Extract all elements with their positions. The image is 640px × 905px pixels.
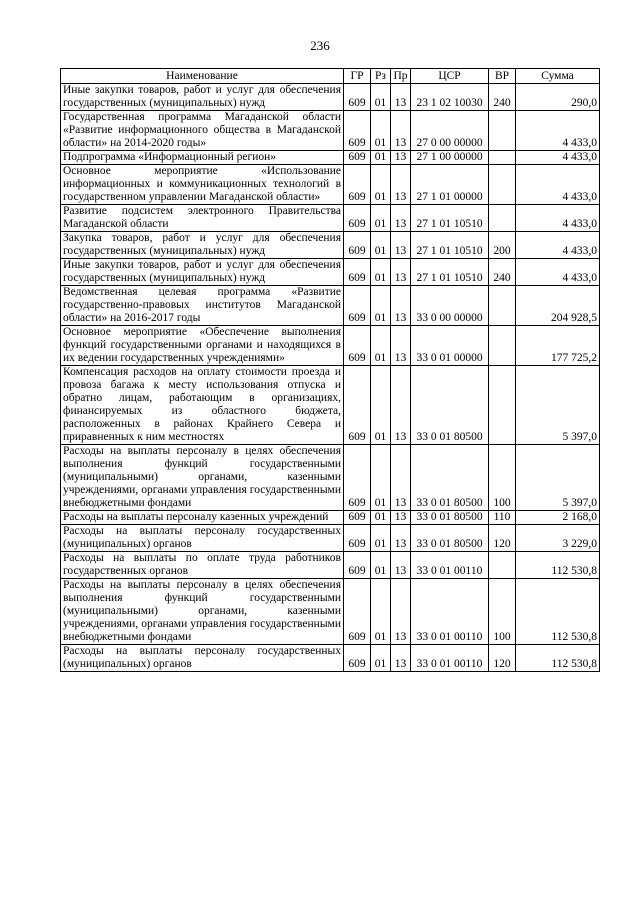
table-row — [61, 511, 600, 525]
table-row — [61, 525, 600, 552]
cell-gr: 609 — [344, 84, 371, 111]
cell-pr: 13 — [391, 326, 411, 366]
cell-sum: 2 168,0 — [516, 511, 600, 525]
cell-sum: 5 397,0 — [516, 445, 600, 511]
cell-pr: 13 — [391, 445, 411, 511]
cell-name: Расходы на выплаты персоналу в целях обеспечения выполнения функций государственными (муниципальными) органами, казенными учреждениями, органами управления государственными внебюджетными фондами — [61, 579, 344, 645]
cell-vr: 110 — [489, 511, 516, 525]
cell-name: Расходы на выплаты персоналу государственных (муниципальных) органов — [61, 645, 344, 672]
cell-csr: 33 0 01 80500 — [411, 366, 489, 445]
cell-csr: 33 0 01 80500 — [411, 525, 489, 552]
table-row — [61, 151, 600, 165]
cell-rz: 01 — [371, 645, 391, 672]
header-sum: Сумма — [516, 69, 600, 84]
cell-gr: 609 — [344, 286, 371, 326]
cell-pr: 13 — [391, 205, 411, 232]
cell-gr: 609 — [344, 326, 371, 366]
cell-vr: 100 — [489, 445, 516, 511]
cell-csr: 33 0 01 80500 — [411, 511, 489, 525]
cell-rz: 01 — [371, 579, 391, 645]
cell-gr: 609 — [344, 645, 371, 672]
cell-gr: 609 — [344, 525, 371, 552]
cell-rz: 01 — [371, 445, 391, 511]
cell-vr: 240 — [489, 84, 516, 111]
cell-pr: 13 — [391, 645, 411, 672]
table-header-row — [61, 69, 600, 84]
cell-rz: 01 — [371, 232, 391, 259]
cell-name: Расходы на выплаты персоналу государственных (муниципальных) органов — [61, 525, 344, 552]
cell-rz: 01 — [371, 366, 391, 445]
cell-sum: 4 433,0 — [516, 232, 600, 259]
table-row — [61, 205, 600, 232]
cell-sum: 290,0 — [516, 84, 600, 111]
table-row — [61, 579, 600, 645]
cell-csr: 27 1 01 10510 — [411, 232, 489, 259]
cell-sum: 4 433,0 — [516, 259, 600, 286]
cell-csr: 27 1 00 00000 — [411, 151, 489, 165]
table-row — [61, 445, 600, 511]
cell-csr: 33 0 01 00110 — [411, 552, 489, 579]
cell-gr: 609 — [344, 259, 371, 286]
cell-csr: 23 1 02 10030 — [411, 84, 489, 111]
cell-vr: 240 — [489, 259, 516, 286]
table-row — [61, 111, 600, 151]
cell-name: Закупка товаров, работ и услуг для обеспечения государственных (муниципальных) нужд — [61, 232, 344, 259]
cell-gr: 609 — [344, 205, 371, 232]
table-row — [61, 286, 600, 326]
cell-csr: 27 1 01 10510 — [411, 205, 489, 232]
header-pr: Пр — [391, 69, 411, 84]
cell-pr: 13 — [391, 84, 411, 111]
cell-csr: 33 0 01 00000 — [411, 326, 489, 366]
cell-rz: 01 — [371, 552, 391, 579]
cell-name: Развитие подсистем электронного Правительства Магаданской области — [61, 205, 344, 232]
table-row — [61, 259, 600, 286]
cell-rz: 01 — [371, 151, 391, 165]
cell-vr — [489, 326, 516, 366]
cell-sum: 112 530,8 — [516, 552, 600, 579]
cell-sum: 3 229,0 — [516, 525, 600, 552]
cell-name: Иные закупки товаров, работ и услуг для обеспечения государственных (муниципальных) нужд — [61, 259, 344, 286]
cell-gr: 609 — [344, 511, 371, 525]
cell-pr: 13 — [391, 165, 411, 205]
header-name: Наименование — [61, 69, 344, 84]
cell-pr: 13 — [391, 286, 411, 326]
cell-gr: 609 — [344, 445, 371, 511]
cell-sum: 177 725,2 — [516, 326, 600, 366]
cell-csr: 27 1 01 00000 — [411, 165, 489, 205]
header-gr: ГР — [344, 69, 371, 84]
cell-rz: 01 — [371, 205, 391, 232]
cell-csr: 33 0 01 80500 — [411, 445, 489, 511]
header-vr: ВР — [489, 69, 516, 84]
cell-name: Подпрограмма «Информационный регион» — [61, 151, 344, 165]
header-rz: Рз — [371, 69, 391, 84]
cell-rz: 01 — [371, 111, 391, 151]
table-row — [61, 366, 600, 445]
cell-sum: 204 928,5 — [516, 286, 600, 326]
budget-table — [60, 68, 600, 672]
cell-vr: 120 — [489, 645, 516, 672]
cell-csr: 33 0 01 00110 — [411, 645, 489, 672]
cell-rz: 01 — [371, 165, 391, 205]
cell-rz: 01 — [371, 259, 391, 286]
table-row — [61, 552, 600, 579]
page-number: 236 — [310, 38, 330, 53]
cell-name: Расходы на выплаты персоналу в целях обеспечения выполнения функций государственными (муниципальными) органами, казенными учреждениями, органами управления государственными внебюджетными фондами — [61, 445, 344, 511]
cell-pr: 13 — [391, 232, 411, 259]
cell-vr — [489, 165, 516, 205]
cell-vr: 100 — [489, 579, 516, 645]
cell-pr: 13 — [391, 259, 411, 286]
cell-rz: 01 — [371, 286, 391, 326]
cell-vr — [489, 552, 516, 579]
cell-name: Основное мероприятие «Обеспечение выполнения функций государственными органами и находящихся в их ведении государственных учреждениями» — [61, 326, 344, 366]
cell-name: Расходы на выплаты по оплате труда работников государственных органов — [61, 552, 344, 579]
cell-sum: 4 433,0 — [516, 151, 600, 165]
table-row — [61, 84, 600, 111]
cell-pr: 13 — [391, 552, 411, 579]
table-row — [61, 645, 600, 672]
cell-gr: 609 — [344, 111, 371, 151]
cell-sum: 4 433,0 — [516, 205, 600, 232]
table-row — [61, 232, 600, 259]
cell-rz: 01 — [371, 84, 391, 111]
cell-name: Государственная программа Магаданской области «Развитие информационного общества в Магаданской области» на 2014-2020 годы» — [61, 111, 344, 151]
cell-name: Ведомственная целевая программа «Развитие государственно-правовых институтов Магаданской области» на 2016-2017 годы — [61, 286, 344, 326]
cell-name: Расходы на выплаты персоналу казенных учреждений — [61, 511, 344, 525]
table-row — [61, 326, 600, 366]
cell-gr: 609 — [344, 366, 371, 445]
table-row — [61, 165, 600, 205]
cell-csr: 33 0 01 00110 — [411, 579, 489, 645]
cell-pr: 13 — [391, 511, 411, 525]
cell-pr: 13 — [391, 111, 411, 151]
cell-name: Компенсация расходов на оплату стоимости проезда и провоза багажа к месту использования отпуска и обратно лицам, работающим в организациях, финансируемых из областного бюджета, расположенных в районах Крайнего Севера и приравненных к ним местностях — [61, 366, 344, 445]
cell-gr: 609 — [344, 151, 371, 165]
cell-vr — [489, 151, 516, 165]
cell-name: Основное мероприятие «Использование информационных и коммуникационных технологий в государственном управлении Магаданской области» — [61, 165, 344, 205]
cell-sum: 112 530,8 — [516, 579, 600, 645]
cell-pr: 13 — [391, 525, 411, 552]
cell-sum: 5 397,0 — [516, 366, 600, 445]
cell-gr: 609 — [344, 165, 371, 205]
cell-vr — [489, 205, 516, 232]
table-body — [61, 84, 600, 672]
cell-vr: 200 — [489, 232, 516, 259]
cell-gr: 609 — [344, 552, 371, 579]
cell-gr: 609 — [344, 232, 371, 259]
cell-sum: 112 530,8 — [516, 645, 600, 672]
cell-pr: 13 — [391, 366, 411, 445]
cell-rz: 01 — [371, 511, 391, 525]
cell-rz: 01 — [371, 525, 391, 552]
cell-vr — [489, 286, 516, 326]
header-csr: ЦСР — [411, 69, 489, 84]
cell-pr: 13 — [391, 579, 411, 645]
cell-gr: 609 — [344, 579, 371, 645]
cell-pr: 13 — [391, 151, 411, 165]
cell-sum: 4 433,0 — [516, 165, 600, 205]
cell-csr: 27 0 00 00000 — [411, 111, 489, 151]
cell-sum: 4 433,0 — [516, 111, 600, 151]
cell-vr — [489, 111, 516, 151]
cell-vr: 120 — [489, 525, 516, 552]
cell-rz: 01 — [371, 326, 391, 366]
cell-name: Иные закупки товаров, работ и услуг для обеспечения государственных (муниципальных) нужд — [61, 84, 344, 111]
cell-csr: 33 0 00 00000 — [411, 286, 489, 326]
cell-vr — [489, 366, 516, 445]
cell-csr: 27 1 01 10510 — [411, 259, 489, 286]
